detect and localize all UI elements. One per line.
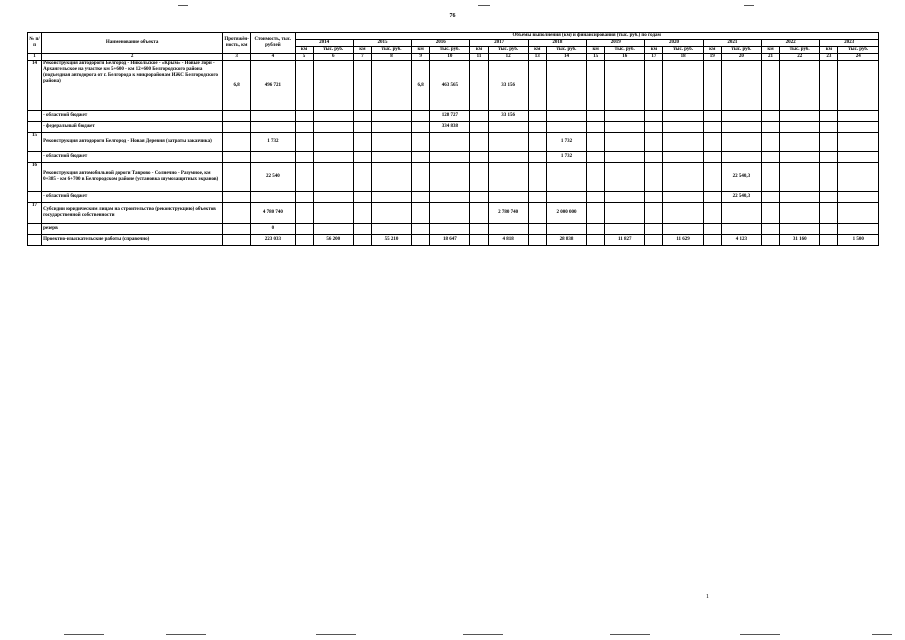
year-header: 2022 xyxy=(762,40,820,47)
unit-rub: тыс. руб. xyxy=(605,47,645,54)
cell-value: 31 160 xyxy=(780,235,820,246)
column-index: 18 xyxy=(663,54,703,61)
year-header: 2016 xyxy=(412,40,470,47)
column-index-row xyxy=(28,54,879,61)
cell-value: 4 818 xyxy=(488,235,528,246)
row-cost: 223 033 xyxy=(251,235,295,246)
unit-rub: тыс. руб. xyxy=(430,47,470,54)
table-row xyxy=(28,163,879,192)
scan-mark xyxy=(610,634,650,635)
column-index: 15 xyxy=(587,54,605,61)
table-row xyxy=(28,224,879,235)
cell-value: 33 156 xyxy=(488,111,528,122)
table-row xyxy=(28,61,879,111)
scan-mark xyxy=(316,634,356,635)
unit-rub: тыс. руб. xyxy=(663,47,703,54)
header-row xyxy=(28,33,879,40)
unit-rub: тыс. руб. xyxy=(721,47,761,54)
cell-value: 28 838 xyxy=(546,235,586,246)
col-name-header: Наименование объекта xyxy=(42,33,223,54)
scan-mark xyxy=(64,634,104,635)
cell-value: 1 732 xyxy=(546,133,586,152)
page-number: 76 xyxy=(449,13,456,19)
cell-value: 56 200 xyxy=(313,235,353,246)
col-length-header: Протяжён-ность, км xyxy=(223,33,251,54)
column-index: 10 xyxy=(430,54,470,61)
row-cost: 4 780 740 xyxy=(251,203,295,224)
unit-rub: тыс. руб. xyxy=(780,47,820,54)
year-header: 2014 xyxy=(295,40,353,47)
cell-value: 11 629 xyxy=(663,235,703,246)
row-cost: 22 540 xyxy=(251,163,295,192)
column-index: 1 xyxy=(28,54,42,61)
column-index: 2 xyxy=(42,54,223,61)
unit-rub: тыс. руб. xyxy=(313,47,353,54)
column-index: 7 xyxy=(353,54,371,61)
table-row xyxy=(28,133,879,152)
column-index: 21 xyxy=(762,54,780,61)
column-index: 24 xyxy=(838,54,879,61)
cell-value: 33 156 xyxy=(488,61,528,111)
cell-value: 18 647 xyxy=(430,235,470,246)
table-row xyxy=(28,192,879,203)
scan-mark xyxy=(872,634,892,635)
year-header: 2020 xyxy=(645,40,703,47)
column-index: 16 xyxy=(605,54,645,61)
table-row xyxy=(28,122,879,133)
unit-km: км xyxy=(412,47,430,54)
col-cost-header: Стоимость, тыс. рублей xyxy=(251,33,295,54)
cell-value: 2 000 000 xyxy=(546,203,586,224)
year-header: 2021 xyxy=(703,40,761,47)
row-num: 14 xyxy=(28,61,42,111)
cell-value: 6,8 xyxy=(412,61,430,111)
col-num-header: № п/п xyxy=(28,33,42,54)
cell-value: 55 210 xyxy=(371,235,411,246)
unit-km: км xyxy=(645,47,663,54)
cell-value: 22 540,3 xyxy=(721,192,761,203)
column-index: 12 xyxy=(488,54,528,61)
column-index: 19 xyxy=(703,54,721,61)
year-header: 2017 xyxy=(470,40,528,47)
column-index: 13 xyxy=(528,54,546,61)
table-row xyxy=(28,203,879,224)
cell-value: 11 827 xyxy=(605,235,645,246)
row-num: 16 xyxy=(28,163,42,192)
row-num: 17 xyxy=(28,203,42,224)
cell-value: 2 780 740 xyxy=(488,203,528,224)
unit-km: км xyxy=(587,47,605,54)
row-name: Проектно-изыскательские работы (справочно) xyxy=(42,235,223,246)
row-length: 6,8 xyxy=(223,61,251,111)
year-header: 2015 xyxy=(353,40,411,47)
row-cost: 496 721 xyxy=(251,61,295,111)
scan-mark xyxy=(478,5,490,6)
unit-rub: тыс. руб. xyxy=(546,47,586,54)
row-num: 15 xyxy=(28,133,42,152)
unit-km: км xyxy=(528,47,546,54)
unit-km: км xyxy=(820,47,838,54)
column-index: 22 xyxy=(780,54,820,61)
unit-km: км xyxy=(470,47,488,54)
cell-value: 128 727 xyxy=(430,111,470,122)
column-index: 5 xyxy=(295,54,313,61)
column-index: 9 xyxy=(412,54,430,61)
column-index: 17 xyxy=(645,54,663,61)
column-index: 20 xyxy=(721,54,761,61)
column-index: 14 xyxy=(546,54,586,61)
scan-mark xyxy=(740,634,780,635)
row-name: Реконструкция автодороги Белгород - Новая Деревня (затраты заказчика) xyxy=(42,133,223,152)
year-header: 2019 xyxy=(587,40,645,47)
cell-value: 4 123 xyxy=(721,235,761,246)
table-row xyxy=(28,111,879,122)
cell-value: 463 565 xyxy=(430,61,470,111)
scan-mark xyxy=(178,5,188,6)
column-index: 4 xyxy=(251,54,295,61)
unit-km: км xyxy=(353,47,371,54)
row-name: - областной бюджет xyxy=(42,111,223,122)
scan-mark xyxy=(744,5,754,6)
unit-km: км xyxy=(703,47,721,54)
cell-value: 334 838 xyxy=(430,122,470,133)
unit-rub: тыс. руб. xyxy=(488,47,528,54)
unit-rub: тыс. руб. xyxy=(371,47,411,54)
object-table xyxy=(27,32,879,246)
row-name: Реконструкция автодороги Белгород - Никольское - «Крым» - Новые Зори - Архангельское на участке км 5+600 - км 12+600 Белгородского района (подъездная автодорога от г. Белгорода к микрорайонам ИЖС Белгородского района) xyxy=(42,61,223,111)
row-name: Субсидии юридическим лицам на строительство (реконструкцию) объектов государственной собственности xyxy=(42,203,223,224)
column-index: 8 xyxy=(371,54,411,61)
scan-mark xyxy=(463,634,503,635)
row-name: - областной бюджет xyxy=(42,192,223,203)
row-cost: 1 732 xyxy=(251,133,295,152)
cell-value: 1 732 xyxy=(546,152,586,163)
column-index: 3 xyxy=(223,54,251,61)
year-header: 2023 xyxy=(820,40,879,47)
unit-km: км xyxy=(762,47,780,54)
table-row xyxy=(28,235,879,246)
scan-mark xyxy=(166,634,206,635)
column-index: 23 xyxy=(820,54,838,61)
column-index: 11 xyxy=(470,54,488,61)
cell-value: 22 540,3 xyxy=(721,163,761,192)
unit-km: км xyxy=(295,47,313,54)
row-name: резерв xyxy=(42,224,223,235)
row-name: - федеральный бюджет xyxy=(42,122,223,133)
volumes-header: Объёмы выполнения (км) и финансирования (тыс. руб.) по годам xyxy=(295,33,879,40)
row-cost: 0 xyxy=(251,224,295,235)
row-name: - областной бюджет xyxy=(42,152,223,163)
unit-rub: тыс. руб. xyxy=(838,47,879,54)
column-index: 6 xyxy=(313,54,353,61)
year-header: 2018 xyxy=(528,40,586,47)
footer-mark: 1 xyxy=(706,594,709,600)
table-row xyxy=(28,152,879,163)
row-name: Реконструкция автомобильной дороги Таврово - Солнечно - Разумное, км 0+385 - км 6+700 в Белгородском районе (установка шумозащитных экранов) xyxy=(42,163,223,192)
cell-value: 1 500 xyxy=(838,235,879,246)
